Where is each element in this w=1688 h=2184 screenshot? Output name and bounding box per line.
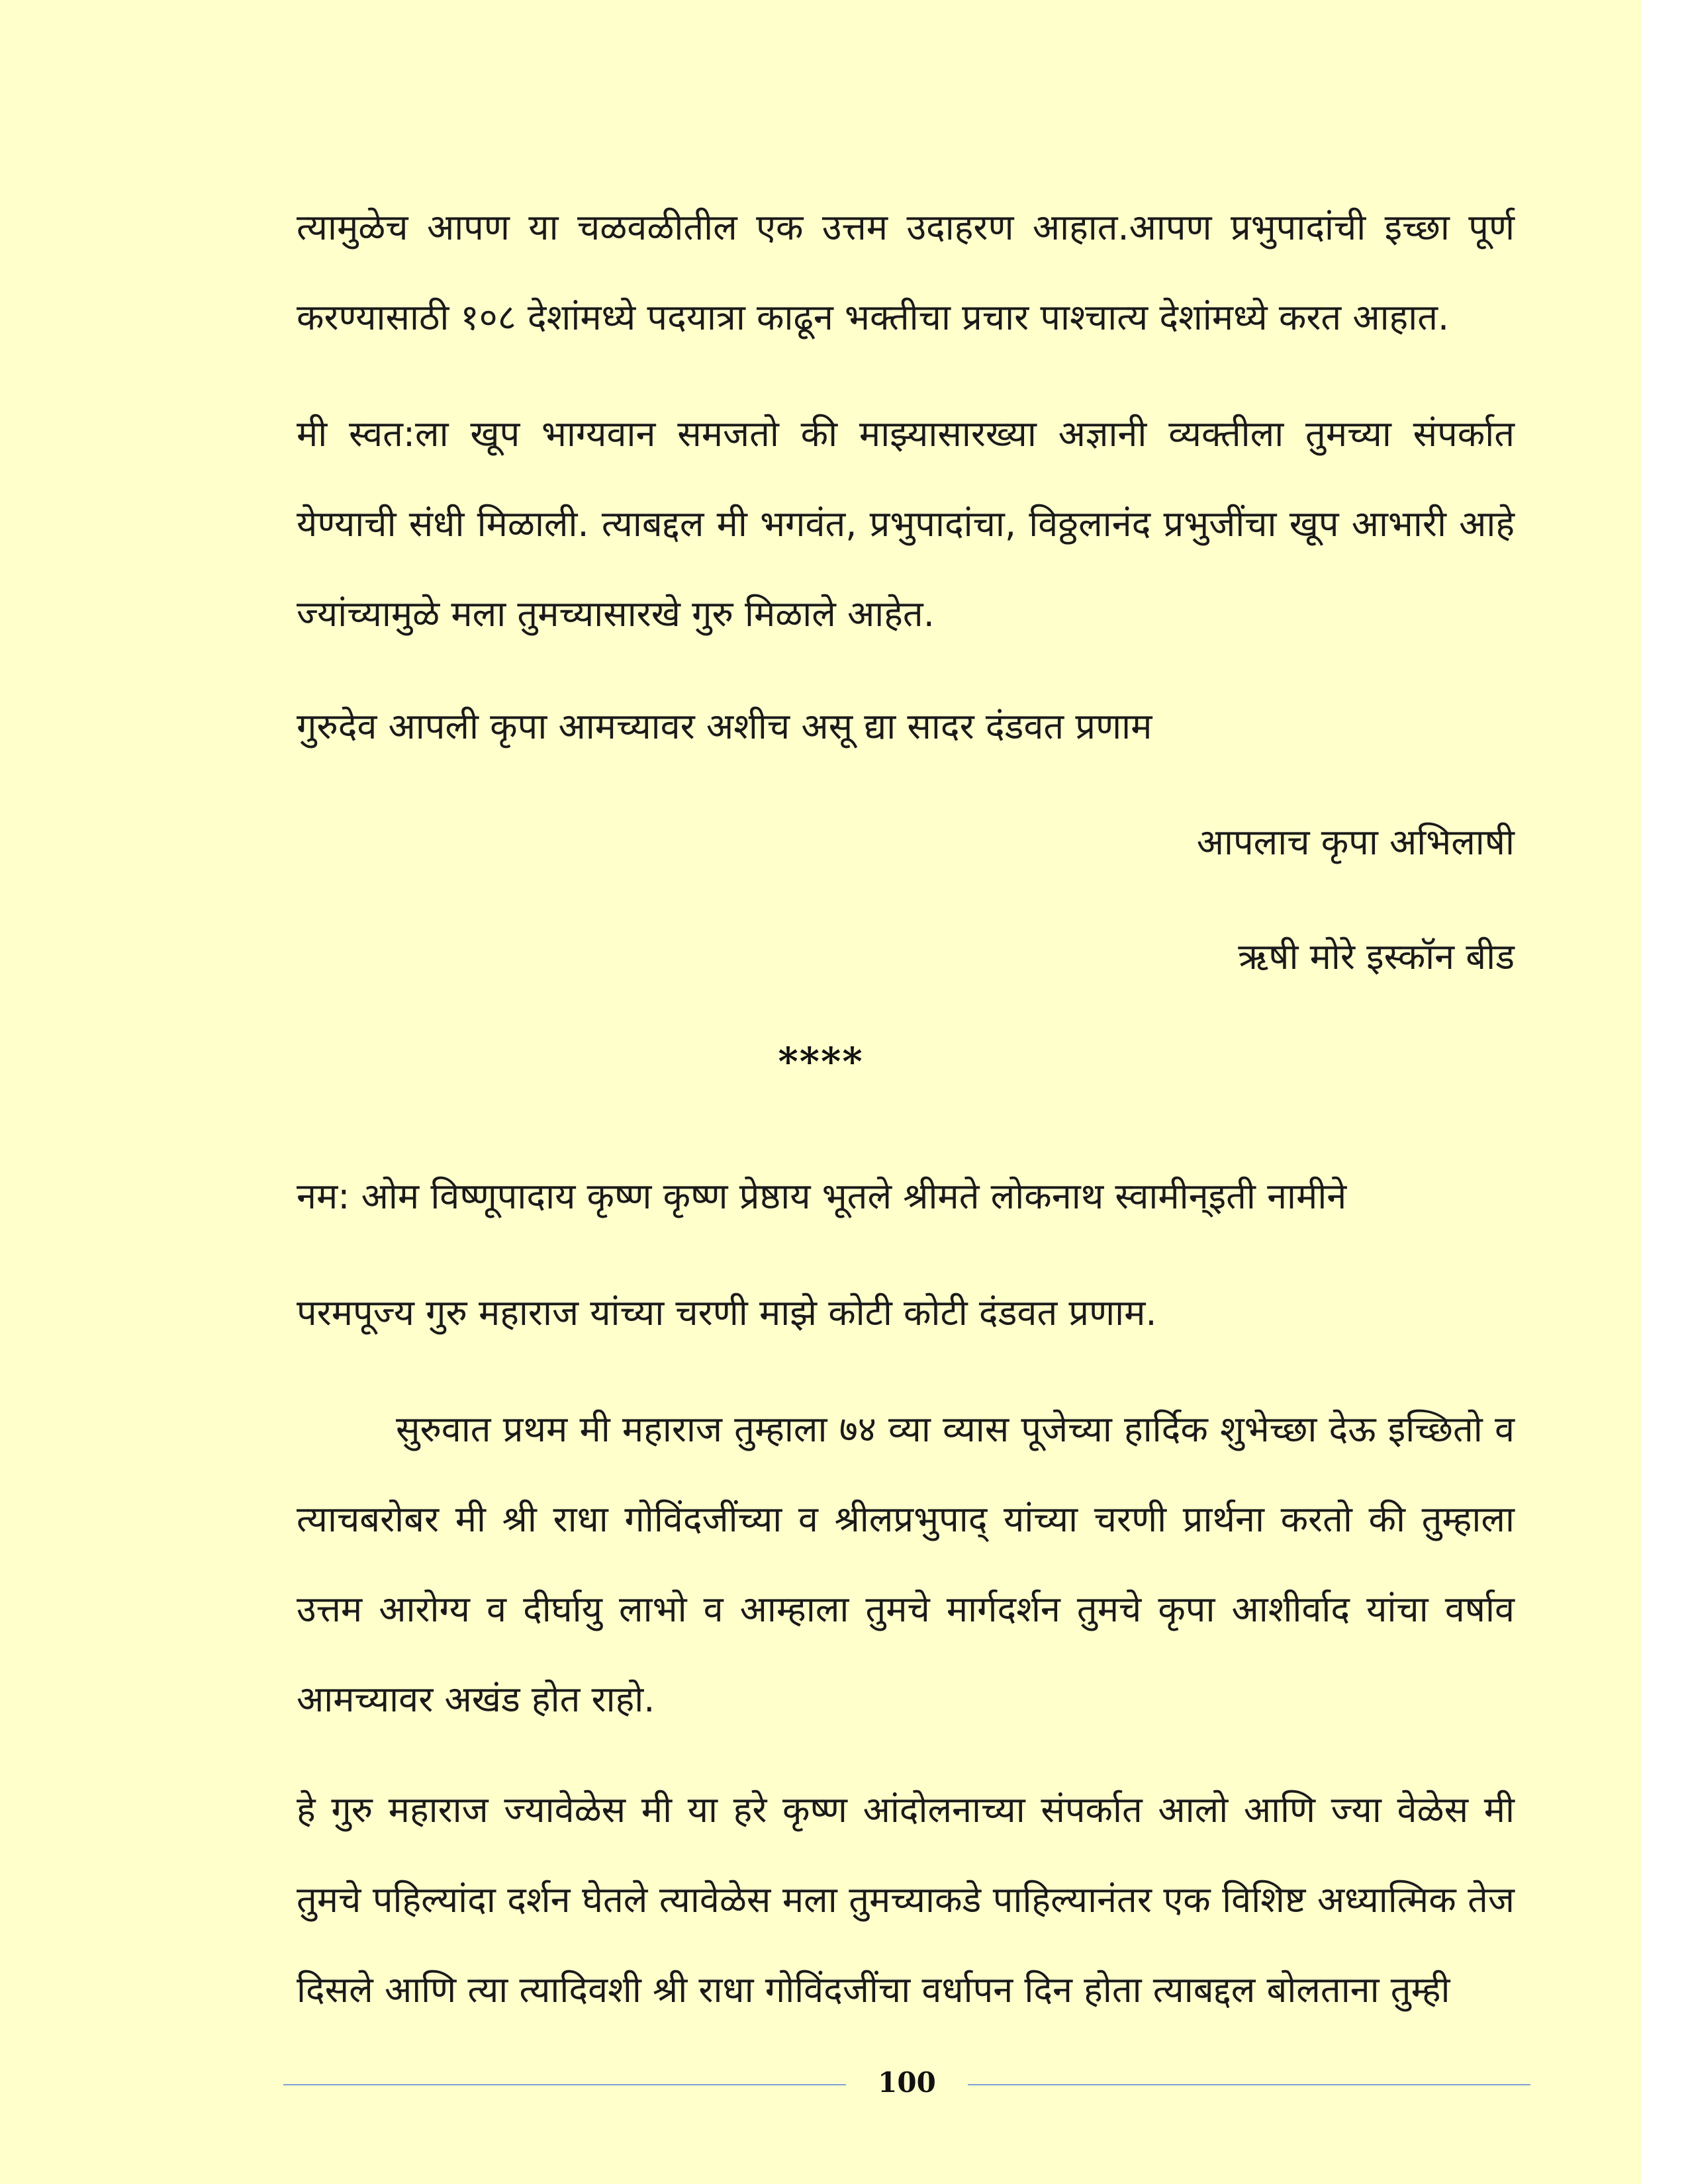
footer-rule-left bbox=[283, 2084, 846, 2085]
section-separator: **** bbox=[778, 1039, 864, 1084]
paragraph-blessing-request: गुरुदेव आपली कृपा आमच्यावर अशीच असू द्या सादर दंडवत प्रणाम bbox=[297, 705, 1152, 747]
paragraph-movement-example: त्यामुळेच आपण या चळवळीतील एक उत्तम उदाहरण आहात.आपण प्रभुपादांची इच्छा पूर्ण करण्यासाठी १०८ देशांमध्ये पदयात्रा काढून भक्तीचा प्रचार पाश्चात्य देशांमध्ये करत आहात. bbox=[297, 206, 1515, 338]
signature-line-1: आपलाच कृपा अभिलाषी bbox=[1196, 821, 1515, 863]
paragraph-first-meeting: हे गुरु महाराज ज्यावेळेस मी या हरे कृष्ण आंदोलनाच्या संपर्कात आलो आणि ज्या वेळेस मी तुमचे पहिल्यांदा दर्शन घेतले त्यावेळेस मला तुमच्याकडे पाहिल्यानंतर एक विशिष्ट अध्यात्मिक तेज दिसले आणि त्या त्यादिवशी श्री राधा गोविंदजींचा वर्धापन दिन होता त्याबद्दल बोलताना तुम्ही bbox=[297, 1789, 1515, 2011]
paragraph-birthday-wishes: सुरुवात प्रथम मी महाराज तुम्हाला ७४ व्या व्यास पूजेच्या हार्दिक शुभेच्छा देऊ इच्छितो व त्याचबरोबर मी श्री राधा गोविंदजींच्या व श्रीलप्रभुपाद् यांच्या चरणी प्रार्थना करतो की तुम्हाला उत्तम आरोग्य व दीर्घायु लाभो व आम्हाला तुमचे मार्गदर्शन तुमचे कृपा आशीर्वाद यांचा वर्षाव आमच्यावर अखंड होत राहो. bbox=[297, 1408, 1515, 1720]
signature-line-2: ऋषी मोरे इस्कॉन बीड bbox=[1238, 936, 1515, 978]
paragraph-salutation: परमपूज्य गुरु महाराज यांच्या चरणी माझे कोटी कोटी दंडवत प्रणाम. bbox=[297, 1292, 1157, 1334]
paragraph-invocation: नम: ओम विष्णूपादाय कृष्ण कृष्ण प्रेष्ठाय भूतले श्रीमते लोकनाथ स्वामीन्इती नामीने bbox=[297, 1175, 1347, 1217]
paragraph-gratitude: मी स्वत:ला खूप भाग्यवान समजतो की माझ्यासारख्या अज्ञानी व्यक्तीला तुमच्या संपर्कात येण्याची संधी मिळाली. त्याबद्दल मी भगवंत, प्रभुपादांचा, विठ्ठलानंद प्रभुजींचा खूप आभारी आहे ज्यांच्यामुळे मला तुमच्यासारखे गुरु मिळाले आहेत. bbox=[297, 413, 1515, 635]
page-number: 100 bbox=[878, 2066, 936, 2099]
footer-rule-right bbox=[968, 2084, 1530, 2085]
